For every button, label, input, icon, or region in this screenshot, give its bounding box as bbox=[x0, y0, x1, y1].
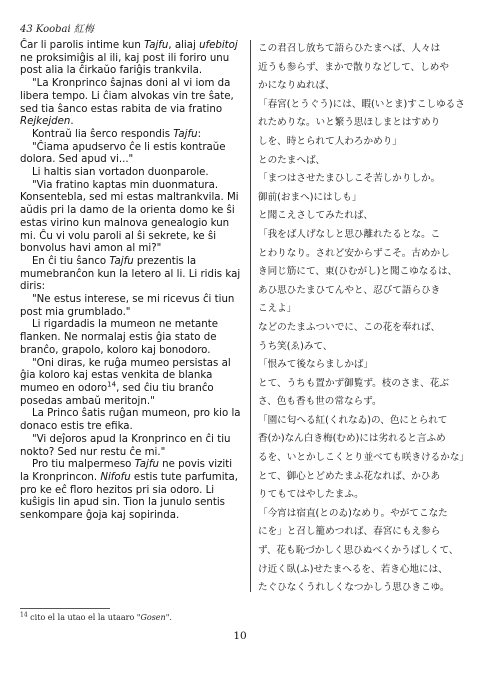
japanese-line: 御前(おまへ)にはしも」 bbox=[258, 191, 362, 203]
text: cito el la utao el la utaaro " bbox=[27, 613, 141, 622]
paragraph-3 bbox=[20, 129, 244, 142]
text: Kontraŭ lia ŝerco respondis bbox=[32, 128, 174, 140]
japanese-line: 「我をば人げなしと思ひ離れたるとな。こ bbox=[258, 228, 441, 240]
page-number: 10 bbox=[233, 630, 247, 642]
japanese-line: たぐひなくうれしくなつかしう思ひきこゆ。 bbox=[258, 582, 450, 594]
japanese-line: 「まつはさせたまひしこそ苦しかりしか。 bbox=[258, 173, 441, 185]
japanese-line: さ、色も香も世の常ならず。 bbox=[258, 396, 382, 408]
footnote-rule bbox=[20, 608, 110, 609]
paragraph-11: La Princo ŝatis ruĝan mumeon, pro kio la donaco estis tre efika. bbox=[20, 408, 241, 433]
name-italic: Rejkejden bbox=[20, 116, 71, 128]
text: , sed ĉiu tiu branĉo posedas ambaŭ meritojn." bbox=[20, 382, 214, 407]
text: . bbox=[70, 116, 74, 128]
japanese-line: き同じ筋にて、東(ひむがし)と聞こゆなるは、 bbox=[258, 266, 458, 278]
japanese-line: あひ思ひたまひてんやと、忍びて語らひき bbox=[258, 284, 441, 296]
paragraph-13 bbox=[20, 459, 244, 523]
text: "Oni diras, ke ruĝa mumeo persistas al ĝia koloro kaj estas venkita de blanka mumeo en odoro bbox=[20, 357, 231, 394]
name-italic: Tajfu bbox=[134, 459, 159, 471]
japanese-line: と聞こえさしてみたれば、 bbox=[258, 210, 374, 222]
japanese-line: かになりぬれば、 bbox=[258, 80, 335, 92]
paragraph-5: Li haltis sian vortadon duonparole. bbox=[32, 167, 209, 179]
text: : bbox=[197, 128, 201, 140]
japanese-line: とわりなり。されど安からずこそ。古めかし bbox=[258, 247, 450, 259]
japanese-line: りてもてはやしたまふ。 bbox=[258, 489, 364, 501]
footnote-number: 14 bbox=[20, 611, 28, 619]
japanese-line: などのたまふついでに、この花を奉れば、 bbox=[258, 321, 441, 333]
japanese-line: うち笑(ゑ)みて、 bbox=[258, 340, 333, 352]
paragraph-9: Li rigardadis la mumeon ne metante flanken. Ne normalaj estis ĝia stato de branĉo, grapolo, koloro kaj bonodoro. bbox=[20, 319, 218, 356]
running-header: 43 Koobai 紅梅 bbox=[20, 24, 94, 35]
footnote bbox=[20, 613, 172, 622]
footnote-ref[interactable]: 14 bbox=[107, 380, 117, 389]
japanese-line: とて、うちも置かず御覧ず。枝のさま、花ぶ bbox=[258, 377, 449, 389]
text: estis tute parfumita, pro ke eĉ floro hezitos pri sia odoro. Li kuŝigis lin apud sin. Tion la junulo sentis senkompare ĝoja kaj sopirinda. bbox=[20, 471, 238, 522]
text: ne povis viziti la Kronprincon. bbox=[20, 459, 233, 483]
column-divider bbox=[250, 40, 251, 592]
text: prezentis la mumebranĉon kun la letero al li. Li ridis kaj diris: bbox=[20, 255, 241, 293]
japanese-line: 香(か)なん白き梅(むめ)には劣れると言ふめ bbox=[258, 433, 446, 445]
name-italic: Nifofu bbox=[100, 471, 131, 483]
japanese-line: とのたまへば、 bbox=[258, 154, 326, 166]
japanese-line: るを、いとかしこくとり並べても咲きけるかな」 bbox=[258, 452, 470, 464]
paragraph-4: "Ĉiama apudservo ĉe li estis kontraŭe dolora. Sed apud vi..." bbox=[20, 141, 226, 166]
esperanto-column bbox=[20, 40, 244, 523]
term-italic: ufebitoj bbox=[199, 40, 238, 51]
text: Ĉar li parolis intime kun bbox=[20, 40, 145, 51]
paragraph-8: "Ne estus interese, se mi ricevus ĉi tiun post mia grumblado." bbox=[20, 294, 235, 318]
text: ". bbox=[165, 613, 172, 622]
japanese-line: 「春宮(とうぐう)には、暇(いとま)すこしゆるさ bbox=[258, 98, 465, 110]
title-italic: Gosen bbox=[140, 613, 166, 622]
text: "La Kronprinco ŝajnas doni al vi iom da libera tempo. Li ĉiam alvokas vin tre ŝate, sed tia ŝanco estas rabita de via fratino bbox=[20, 78, 234, 115]
name-italic: Tajfu bbox=[144, 40, 169, 51]
text: ne proksimiĝis al ili, kaj post ili foriro unu post alia la ĉirkaŭo fariĝis trankvila. bbox=[20, 52, 230, 77]
name-italic: Tajfu bbox=[173, 128, 198, 140]
text: , aliaj bbox=[168, 40, 200, 51]
japanese-line: 「園に匂へる紅(くれなゐ)の、色にとられて bbox=[258, 414, 448, 426]
japanese-column bbox=[258, 40, 470, 598]
text: Pro tiu malpermeso bbox=[32, 459, 135, 471]
paragraph-6: "Via fratino kaptas min duonmatura. Konsentebla, sed mi estas maltrankvila. Mi aŭdis pri la damo de la orienta domo ke ŝi estas virino kun malnova genealogio kun mi. Ĉu vi volu paroli al ŝi sekrete, ke ŝi bonvolus havi amon al mi?" bbox=[20, 179, 239, 255]
text: En ĉi tiu ŝanco bbox=[32, 255, 110, 267]
japanese-line: この君召し放ちて語らひたまへば、人々は bbox=[258, 43, 441, 54]
japanese-line: とて、御心とどめたまふ花なれば、かひあ bbox=[258, 470, 441, 482]
japanese-line: 近うも参らず、まかで散りなどして、しめや bbox=[258, 61, 449, 73]
japanese-line: こえよ」 bbox=[258, 303, 297, 315]
japanese-line: 「恨みて後ならましかば」 bbox=[258, 359, 374, 371]
japanese-line: ず、花も恥づかしく思ひぬべくかうばしくて、 bbox=[258, 545, 459, 557]
paragraph-2 bbox=[20, 78, 244, 129]
paragraph-1 bbox=[20, 40, 244, 78]
name-italic: Tajfu bbox=[109, 255, 134, 267]
japanese-line: しを、時とられて人わろかめり」 bbox=[258, 135, 402, 147]
japanese-line: れためりな。いと繁う思ほしまとはすめり bbox=[258, 117, 441, 129]
paragraph-7 bbox=[20, 256, 244, 294]
japanese-line: け近く臥(ふ)せたまへるを、若き心地には、 bbox=[258, 563, 448, 575]
japanese-line: にを」と召し籠めつれば、春宮にもえ参ら bbox=[258, 526, 441, 538]
japanese-line: 「今宵は宿直(とのゐ)なめり。やがてこなた bbox=[258, 507, 448, 519]
paragraph-10 bbox=[20, 358, 244, 409]
paragraph-12: "Vi deĵoros apud la Kronprinco en ĉi tiu nokto? Sed nur restu ĉe mi." bbox=[20, 433, 231, 458]
